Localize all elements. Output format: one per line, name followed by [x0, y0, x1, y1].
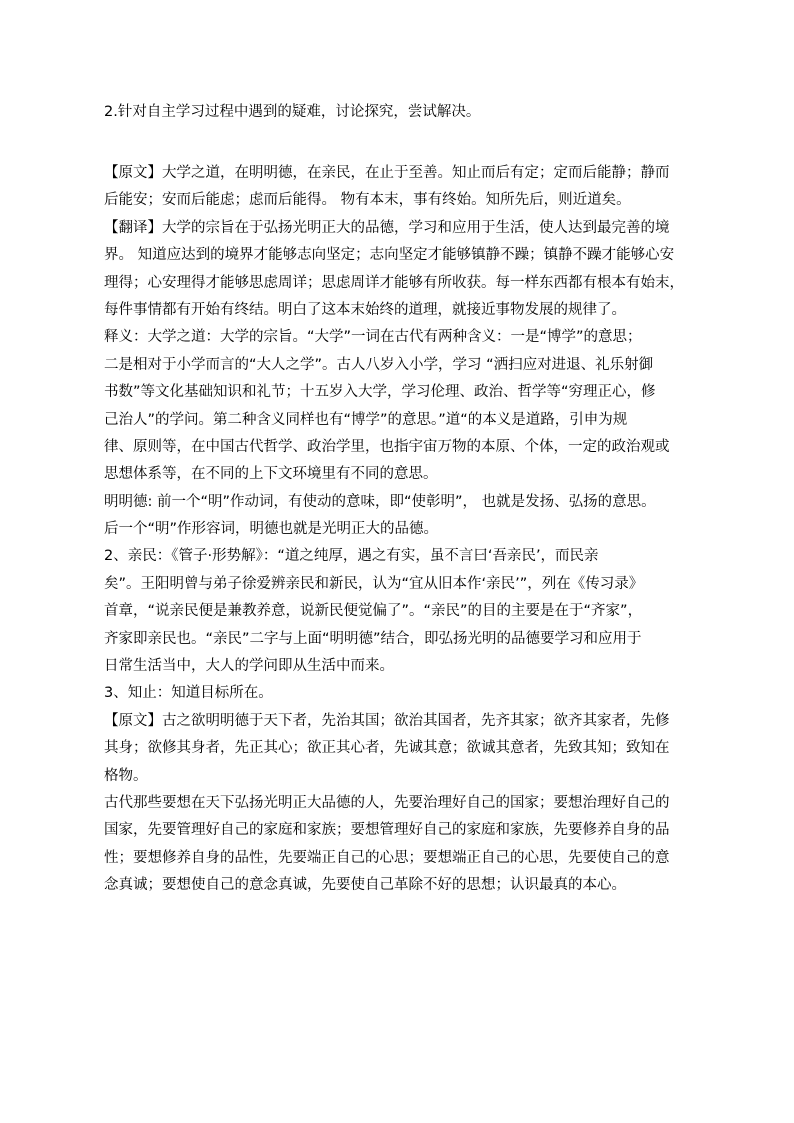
text-line: 二是相对于小学而言的“大人之学”。古人八岁入小学，学习 “洒扫应对进退、礼乐射御	[104, 356, 654, 373]
text-line: 日常生活当中，大人的学问即从生活中而来。	[104, 658, 394, 675]
text-line: 其身；欲修其身者，先正其心；欲正其心者，先诚其意；欲诚其意者，先致其知；致知在	[104, 740, 670, 757]
text-line: 思想体系等，在不同的上下文环境里有不同的意思。	[104, 466, 438, 483]
text-line: 古代那些要想在天下弘扬光明正大品德的人，先要治理好自己的国家；要想治理好自己的	[104, 794, 670, 811]
text-line: 界。 知道应达到的境界才能够志向坚定；志向坚定才能够镇静不躁；镇静不躁才能够心安	[104, 247, 675, 264]
text-line: 首章，“说亲民便是兼教养意，说新民便觉偏了”。“亲民”的目的主要是在于“齐家”，	[104, 603, 643, 620]
text-line: 每件事情都有开始有终结。明白了这本末始终的道理，就接近事物发展的规律了。	[104, 301, 626, 318]
text-line: 3、知止：知道目标所在。	[104, 685, 273, 702]
text-line: 律、原则等，在中国古代哲学、政治学里，也指宇宙万物的本原、个体，一定的政治观或	[104, 438, 670, 455]
text-line: 释义：大学之道：大学的宗旨。“大学”一词在古代有两种含义：一是“博学”的意思；	[104, 329, 642, 346]
text-line: 国家，先要管理好自己的家庭和家族；要想管理好自己的家庭和家族，先要修养自身的品	[104, 822, 670, 839]
text-line: 格物。	[104, 767, 148, 784]
text-line: 【原文】大学之道，在明明德，在亲民，在止于至善。知止而后有定；定而后能静；静而	[104, 165, 670, 181]
text-line: 性；要想修养自身的品性，先要端正自己的心思；要想端正自己的心思，先要使自己的意	[104, 849, 670, 866]
body-text	[104, 160, 700, 900]
text-line: 后一个“明”作形容词，明德也就是光明正大的品德。	[104, 521, 439, 538]
text-line: 后能安；安而后能虑；虑而后能得。 物有本末，事有终始。知所先后，则近道矣。	[104, 192, 631, 209]
text-line: 理得；心安理得才能够思虑周详；思虑周详才能够有所收获。每一样东西都有根本有始末，	[104, 274, 684, 291]
text-line: 书数”等文化基础知识和礼节；十五岁入大学，学习伦理、政治、哲学等“穷理正心，修	[104, 384, 656, 401]
text-line: 齐家即亲民也。“亲民”二字与上面“明明德”结合，即弘扬光明的品德要学习和应用于	[104, 630, 642, 647]
section-heading: 2.针对自主学习过程中遇到的疑难，讨论探究，尝试解决。	[104, 104, 481, 120]
text-line: 2、亲民：《管子·形势解》：“道之纯厚，遇之有实，虽不言曰‘吾亲民’，而民亲	[104, 548, 599, 565]
text-line: 【翻译】大学的宗旨在于弘扬光明正大的品德，学习和应用于生活，使人达到最完善的境	[104, 219, 670, 236]
text-line: 矣”。王阳明曾与弟子徐爱辨亲民和新民，认为“宜从旧本作‘亲民’”，列在《传习录》	[104, 575, 644, 592]
text-line: 念真诚；要想使自己的意念真诚，先要使自己革除不好的思想；认识最真的本心。	[104, 877, 626, 894]
text-line: 明明德: 前一个“明”作动词，有使动的意味，即“使彰明”， 也就是发扬、弘扬的意思。	[104, 493, 656, 510]
text-line: 己治人”的学问。第二种含义同样也有“博学”的意思。”道“的本义是道路，引申为规	[104, 411, 628, 428]
text-line: 【原文】古之欲明明德于天下者，先治其国；欲治其国者，先齐其家；欲齐其家者，先修	[104, 712, 670, 729]
